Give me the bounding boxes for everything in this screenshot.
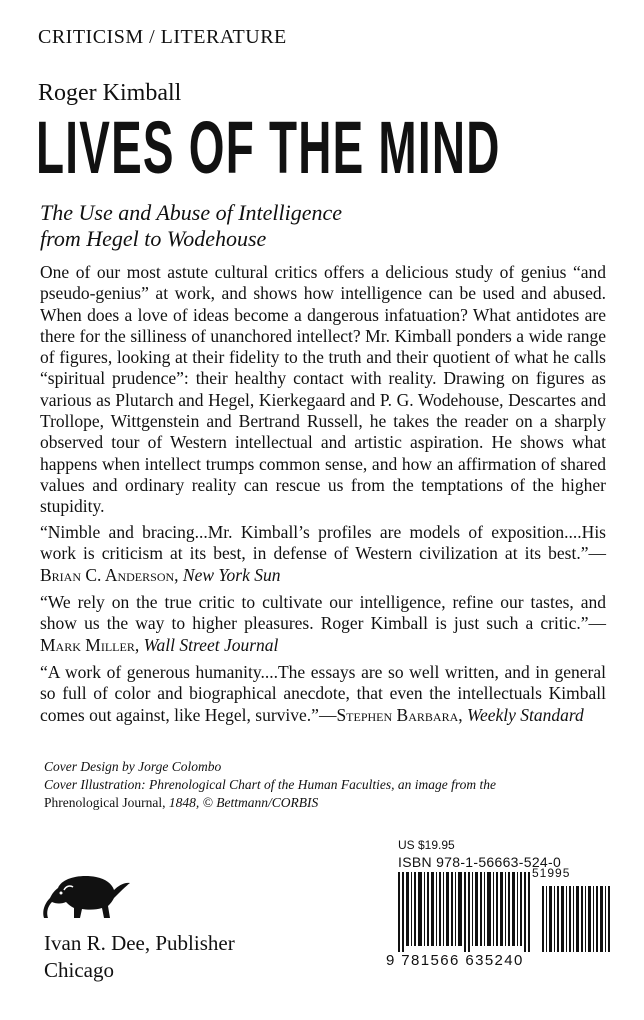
journal-credit [44, 794, 604, 812]
quote-text: “A work of generous humanity....The essays are so well written, and in general so full of color and biographical anecdote, that even the intellectuals Kimball comes out against, like Hegel, survive.”— [40, 662, 606, 725]
publisher-name: Ivan R. Dee, Publisher [44, 931, 235, 955]
subtitle [40, 200, 342, 252]
author-name: Roger Kimball [38, 80, 182, 106]
publisher-block [44, 930, 235, 984]
isbn-label: ISBN 978-1-56663-524-0 [398, 854, 562, 870]
review-source: Wall Street Journal [143, 634, 279, 655]
reviewer-name: Mark Miller [40, 634, 135, 655]
quote-text: “We rely on the true critic to cultivate our intelligence, refine our tastes, and show us the way to higher pleasures. Roger Kimball is just such a critic.”— [40, 592, 606, 634]
cover-illustration-credit: Cover Illustration: Phrenological Chart of the Human Faculties, an image from the [44, 777, 496, 792]
barcode-digits: 9 781566 635240 [386, 952, 524, 969]
review-quote: “We rely on the true critic to cultivate our intelligence, refine our tastes, and show us the way to higher pleasures. Roger Kimball is just such a critic.”—Mark Miller, Wall Street Journal [40, 592, 606, 655]
cover-design-credit: Cover Design by Jorge Colombo [44, 759, 222, 774]
price-label: US $19.95 [398, 838, 455, 852]
quote-text: “Nimble and bracing...Mr. Kimball’s profiles are models of exposition....His work is criticism at its best, in defense of Western civilization at its best.”— [40, 522, 606, 564]
barcode-icon [396, 872, 616, 952]
book-title: LIVES OF THE MIND [36, 106, 501, 189]
barcode-block [386, 838, 616, 968]
review-source: Weekly Standard [467, 704, 584, 725]
subtitle-line-2: from Hegel to Wodehouse [40, 226, 267, 251]
review-quote: “Nimble and bracing...Mr. Kimball’s profiles are models of exposition....His work is criticism at its best, in defense of Western civilization at its best.”—Brian C. Anderson, New York Sun [40, 522, 606, 585]
barcode-addon-digits: 51995 [532, 866, 571, 880]
category-label: CRITICISM / LITERATURE [38, 26, 287, 48]
blurb-paragraph: One of our most astute cultural critics offers a delicious study of genius “and pseudo-genius” at work, and shows how intelligence can be used and abused. When does a love of ideas become a dangerous infatuation? What antidotes are there for the silliness of unanchored intellect? Mr. Kimball ponders a wide range of figures, looking at their fidelity to the truth and their quotient of what he calls “spiritual prudence”: their healthy contact with reality. Drawing on figures as various as Plutarch and Hegel, Kierkegaard and P. G. Wodehouse, Descartes and Trollope, Wittgenstein and Bertrand Russell, he takes the reader on a sharply observed tour of Western intellectual and artistic aspiration. He shows what happens when intellect trumps common sense, and how an affirmation of shared values and ordinary reality can rescue us from the temptations of the higher stupidity. [40, 262, 606, 517]
cover-credits [44, 758, 604, 812]
journal-name: Phrenological Journal, [44, 795, 166, 810]
reviewer-name: Brian C. Anderson [40, 564, 175, 585]
review-source: New York Sun [182, 564, 281, 585]
elephant-icon [40, 868, 136, 924]
subtitle-line-1: The Use and Abuse of Intelligence [40, 200, 343, 225]
publisher-city: Chicago [44, 958, 114, 982]
journal-rest: 1848, © Bettmann/CORBIS [165, 795, 319, 810]
reviewer-name: Stephen Barbara [336, 704, 459, 725]
review-quote: “A work of generous humanity....The essays are so well written, and in general so full of color and biographical anecdote, that even the intellectuals Kimball comes out against, like Hegel, survive.”—Stephen Barbara, Weekly Standard [40, 662, 606, 725]
